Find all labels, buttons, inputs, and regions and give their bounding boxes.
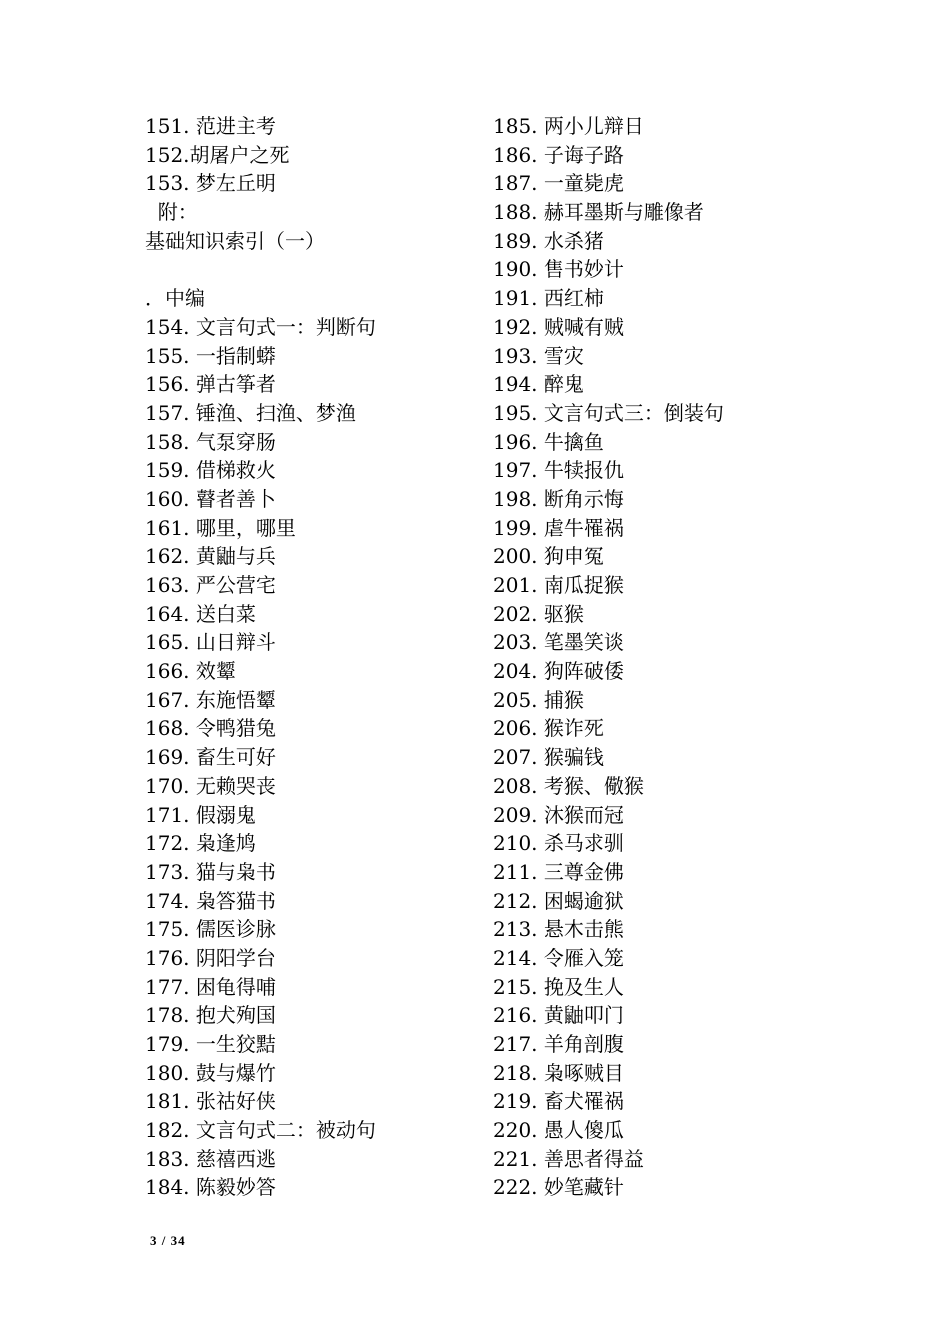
toc-entry: 168. 令鸭猎兔	[145, 716, 276, 741]
toc-entry: 153. 梦左丘明	[145, 171, 276, 196]
toc-entry: 176. 阴阳学台	[145, 945, 276, 970]
toc-entry: 160. 瞽者善卜	[145, 486, 276, 511]
toc-entry: 211. 三尊金佛	[493, 859, 624, 884]
toc-entry: 182. 文言句式二：被动句	[145, 1118, 376, 1143]
toc-entry: ．中编	[145, 286, 205, 311]
toc-entry: 192. 贼喊有贼	[493, 314, 624, 339]
toc-entry: 208. 考猴、儆猴	[493, 773, 644, 798]
toc-entry: 221. 善思者得益	[493, 1146, 644, 1171]
toc-entry: 151. 范进主考	[145, 114, 276, 138]
toc-entry: 162. 黄鼬与兵	[145, 544, 276, 569]
toc-entry: 183. 慈禧西逃	[145, 1146, 276, 1171]
left-column	[145, 112, 376, 1202]
toc-entry: 198. 断角示悔	[493, 486, 624, 511]
toc-entry: 206. 猴诈死	[493, 716, 604, 741]
page-number: 3 / 34	[150, 1233, 186, 1248]
toc-entry: 214. 令雁入笼	[493, 945, 624, 970]
toc-entry: 189. 水杀猪	[493, 228, 604, 253]
toc-entry: 194. 醉鬼	[493, 372, 584, 397]
toc-entry: 163. 严公营宅	[145, 573, 276, 597]
toc-entry: 222. 妙笔藏针	[493, 1175, 624, 1200]
toc-entry: 197. 牛犊报仇	[493, 458, 624, 483]
toc-entry: 187. 一童毙虎	[493, 171, 624, 196]
toc-entry: 200. 狗申冤	[493, 544, 604, 569]
toc-entry: 165. 山日辩斗	[145, 630, 276, 655]
toc-entry: 180. 鼓与爆竹	[145, 1060, 276, 1085]
toc-entry: 203. 笔墨笑谈	[493, 630, 624, 655]
toc-entry: 181. 张祜好侠	[145, 1089, 276, 1114]
toc-entry: 169. 畜生可好	[145, 745, 276, 770]
toc-entry: 196. 牛擒鱼	[493, 429, 604, 454]
toc-entry: 156. 弹古筝者	[145, 372, 276, 397]
toc-entry: 202. 驱猴	[493, 601, 584, 626]
toc-entry: 188. 赫耳墨斯与雕像者	[493, 200, 704, 225]
toc-entry: 154. 文言句式一：判断句	[145, 314, 376, 339]
toc-entry: 209. 沐猴而冠	[493, 802, 624, 827]
toc-entry: 217. 羊角剖腹	[493, 1032, 624, 1056]
toc-entry: 174. 枭答猫书	[145, 888, 276, 913]
toc-entry: 177. 困龟得哺	[145, 974, 276, 999]
toc-entry: 184. 陈毅妙答	[145, 1175, 276, 1200]
toc-entry: 基础知识索引（一）	[145, 228, 325, 253]
toc-entry: 179. 一生狡黠	[145, 1032, 276, 1056]
toc-entry: 213. 悬木击熊	[493, 917, 624, 942]
toc-entry: 219. 畜犬罹祸	[493, 1089, 624, 1114]
toc-entry: 210. 杀马求驯	[493, 831, 624, 856]
toc-entry: 158. 气泵穿肠	[145, 429, 276, 454]
toc-entry: 167. 东施悟颦	[145, 687, 276, 712]
toc-entry: 157. 锤渔、扫渔、梦渔	[145, 400, 356, 425]
toc-entry: 199. 虐牛罹祸	[493, 515, 624, 540]
toc-entry: 191. 西红柿	[493, 286, 604, 311]
toc-entry: 207. 猴骗钱	[493, 745, 604, 770]
toc-entry: 201. 南瓜捉猴	[493, 573, 624, 597]
toc-entry: 195. 文言句式三：倒装句	[493, 400, 724, 425]
toc-entry: 190. 售书妙计	[493, 257, 624, 282]
toc-entry: 175. 儒医诊脉	[145, 917, 276, 942]
toc-entry: 193. 雪灾	[493, 343, 584, 368]
toc-entry: 186. 子诲子路	[493, 142, 624, 167]
toc-entry: 215. 挽及生人	[493, 974, 624, 999]
toc-entry: 218. 枭啄贼目	[493, 1060, 624, 1085]
toc-entry: 152.胡屠户之死	[145, 142, 290, 167]
toc-entry: 220. 愚人傻瓜	[493, 1118, 624, 1143]
toc-entry: 155. 一指制蟒	[145, 343, 276, 368]
toc-entry: 166. 效颦	[145, 659, 236, 684]
toc-entry: 216. 黄鼬叩门	[493, 1003, 624, 1028]
toc-entry: 170. 无赖哭丧	[145, 773, 276, 798]
toc-entry: 159. 借梯救火	[145, 458, 276, 483]
toc-entry: 205. 捕猴	[493, 687, 584, 712]
toc-entry: 204. 狗阵破倭	[493, 659, 624, 684]
toc-entry: 附：	[145, 200, 198, 225]
toc-entry: 178. 抱犬殉国	[145, 1003, 276, 1028]
toc-entry: 164. 送白菜	[145, 601, 256, 626]
toc-entry	[145, 255, 376, 284]
right-column	[493, 112, 724, 1202]
toc-entry: 185. 两小儿辩日	[493, 114, 644, 138]
toc-entry: 172. 枭逢鸠	[145, 831, 256, 856]
toc-entry: 161. 哪里，哪里	[145, 515, 296, 540]
toc-entry: 173. 猫与枭书	[145, 859, 276, 884]
toc-entry: 212. 困蝎逾狱	[493, 888, 624, 913]
toc-entry: 171. 假溺鬼	[145, 802, 256, 827]
